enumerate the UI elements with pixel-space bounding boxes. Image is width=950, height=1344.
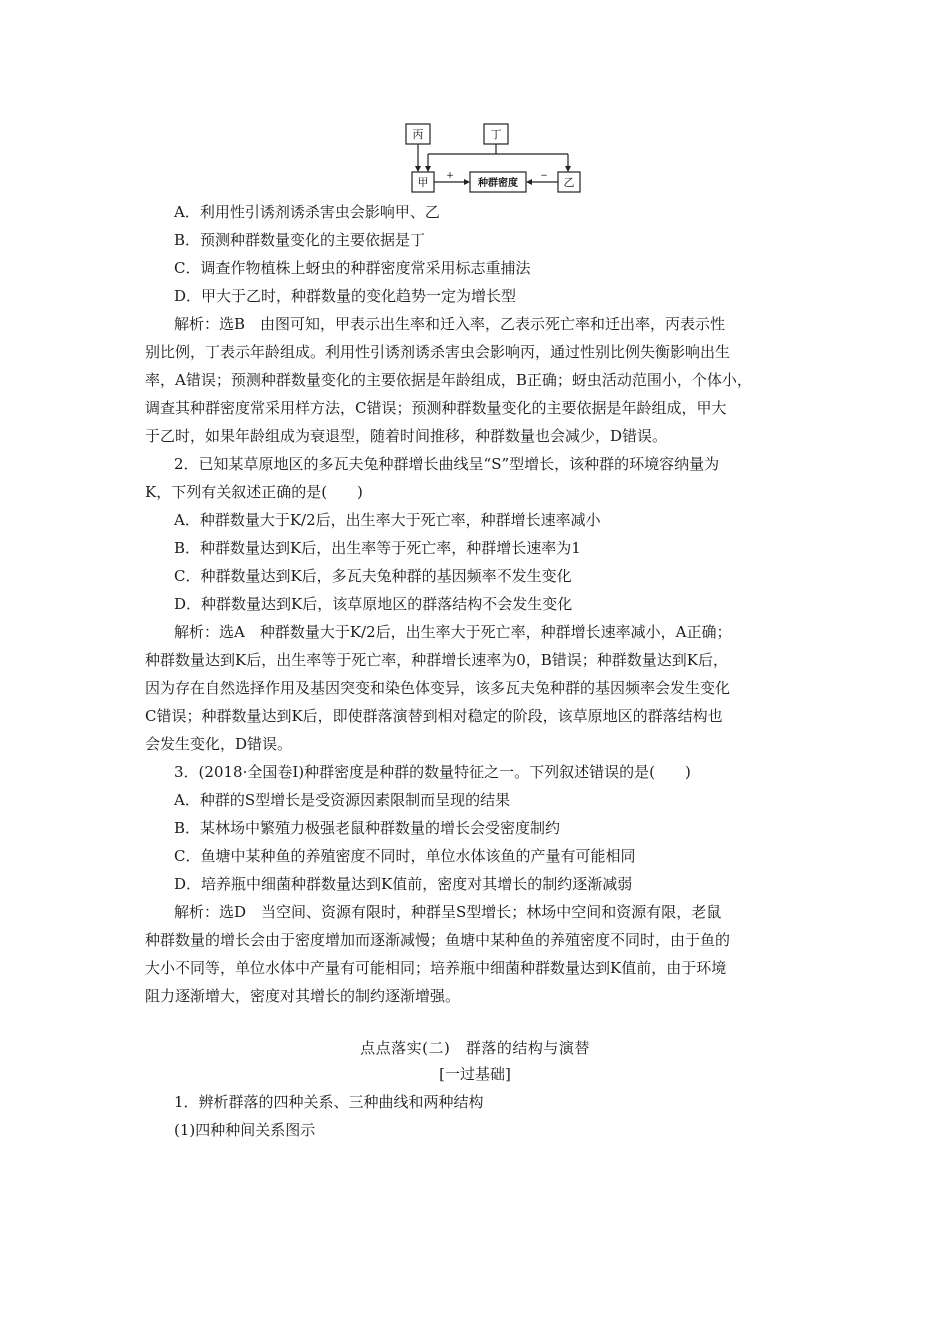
label-yi: 乙	[563, 176, 575, 189]
population-density-diagram	[400, 120, 590, 198]
point-1-sub: (1)四种种间关系图示	[174, 1121, 316, 1139]
analysis-1-line: 别比例，丁表示年龄组成。利用性引诱剂诱杀害虫会影响丙，通过性别比例失衡影响出生	[145, 343, 731, 361]
analysis-1-line: 于乙时，如果年龄组成为衰退型，随着时间推移，种群数量也会减少，D错误。	[145, 427, 668, 445]
analysis-3-line: 大小不同等，单位水体中产量有可能相同；培养瓶中细菌种群数量达到K值前，由于环境	[145, 959, 727, 977]
analysis-2-line: 解析：选A 种群数量大于K/2后，出生率大于死亡率，种群增长速率减小，A正确；	[174, 623, 732, 641]
analysis-2-line: 会发生变化，D错误。	[145, 735, 293, 753]
analysis-1-line: 率，A错误；预测种群数量变化的主要依据是年龄组成，B正确；蚜虫活动范围小，个体小，	[145, 371, 752, 389]
analysis-2-line: 种群数量达到K后，出生率等于死亡率，种群增长速率为0，B错误；种群数量达到K后，	[145, 651, 728, 669]
analysis-3-line: 阻力逐渐增大，密度对其增长的制约逐渐增强。	[145, 987, 461, 1005]
option-d-2: D．种群数量达到K后，该草原地区的群落结构不会发生变化	[174, 595, 573, 613]
question-2-stem: 2．已知某草原地区的多瓦夫兔种群增长曲线呈“S”型增长，该种群的环境容纳量为	[174, 455, 720, 473]
label-center: 种群密度	[478, 178, 518, 189]
analysis-1-line: 解析：选B 由图可知，甲表示出生率和迁入率，乙表示死亡率和迁出率，丙表示性	[174, 315, 726, 333]
analysis-3-line: 解析：选D 当空间、资源有限时，种群呈S型增长；林场中空间和资源有限，老鼠	[174, 903, 722, 921]
option-b-2: B．种群数量达到K后，出生率等于死亡率，种群增长速率为1	[174, 539, 581, 557]
label-plus: +	[446, 171, 454, 181]
option-c-1: C．调查作物植株上蚜虫的种群密度常采用标志重捕法	[174, 259, 531, 277]
option-a-3: A．种群的S型增长是受资源因素限制而呈现的结果	[174, 791, 511, 809]
question-2-stem: K，下列有关叙述正确的是( )	[145, 483, 363, 501]
label-bing: 丙	[412, 128, 424, 141]
option-b-3: B．某林场中繁殖力极强老鼠种群数量的增长会受密度制约	[174, 819, 561, 837]
section-heading: 点点落实(二) 群落的结构与演替	[360, 1039, 590, 1057]
point-1-title: 1．辨析群落的四种关系、三种曲线和两种结构	[174, 1093, 484, 1111]
analysis-1-line: 调查其种群密度常采用样方法，C错误；预测种群数量变化的主要依据是年龄组成，甲大	[145, 399, 727, 417]
analysis-2-line: C错误；种群数量达到K后，即使群落演替到相对稳定的阶段，该草原地区的群落结构也	[145, 707, 723, 725]
label-ding: 丁	[490, 128, 502, 141]
option-a-1: A．利用性引诱剂诱杀害虫会影响甲、乙	[174, 203, 440, 221]
question-3-stem: 3．(2018·全国卷Ⅰ)种群密度是种群的数量特征之一。下列叙述错误的是( )	[174, 763, 691, 781]
label-jia: 甲	[417, 176, 429, 189]
option-d-1: D．甲大于乙时，种群数量的变化趋势一定为增长型	[174, 287, 517, 305]
option-b-1: B．预测种群数量变化的主要依据是丁	[174, 231, 426, 249]
section-subheading: [一过基础]	[439, 1065, 511, 1083]
option-c-3: C．鱼塘中某种鱼的养殖密度不同时，单位水体该鱼的产量有可能相同	[174, 847, 636, 865]
option-c-2: C．种群数量达到K后，多瓦夫兔种群的基因频率不发生变化	[174, 567, 572, 585]
option-a-2: A．种群数量大于K/2后，出生率大于死亡率，种群增长速率减小	[174, 511, 601, 529]
analysis-2-line: 因为存在自然选择作用及基因突变和染色体变异，该多瓦夫兔种群的基因频率会发生变化	[145, 679, 731, 697]
option-d-3: D．培养瓶中细菌种群数量达到K值前，密度对其增长的制约逐渐减弱	[174, 875, 633, 893]
label-minus: −	[540, 171, 548, 181]
analysis-3-line: 种群数量的增长会由于密度增加而逐渐减慢；鱼塘中某种鱼的养殖密度不同时，由于鱼的	[145, 931, 731, 949]
